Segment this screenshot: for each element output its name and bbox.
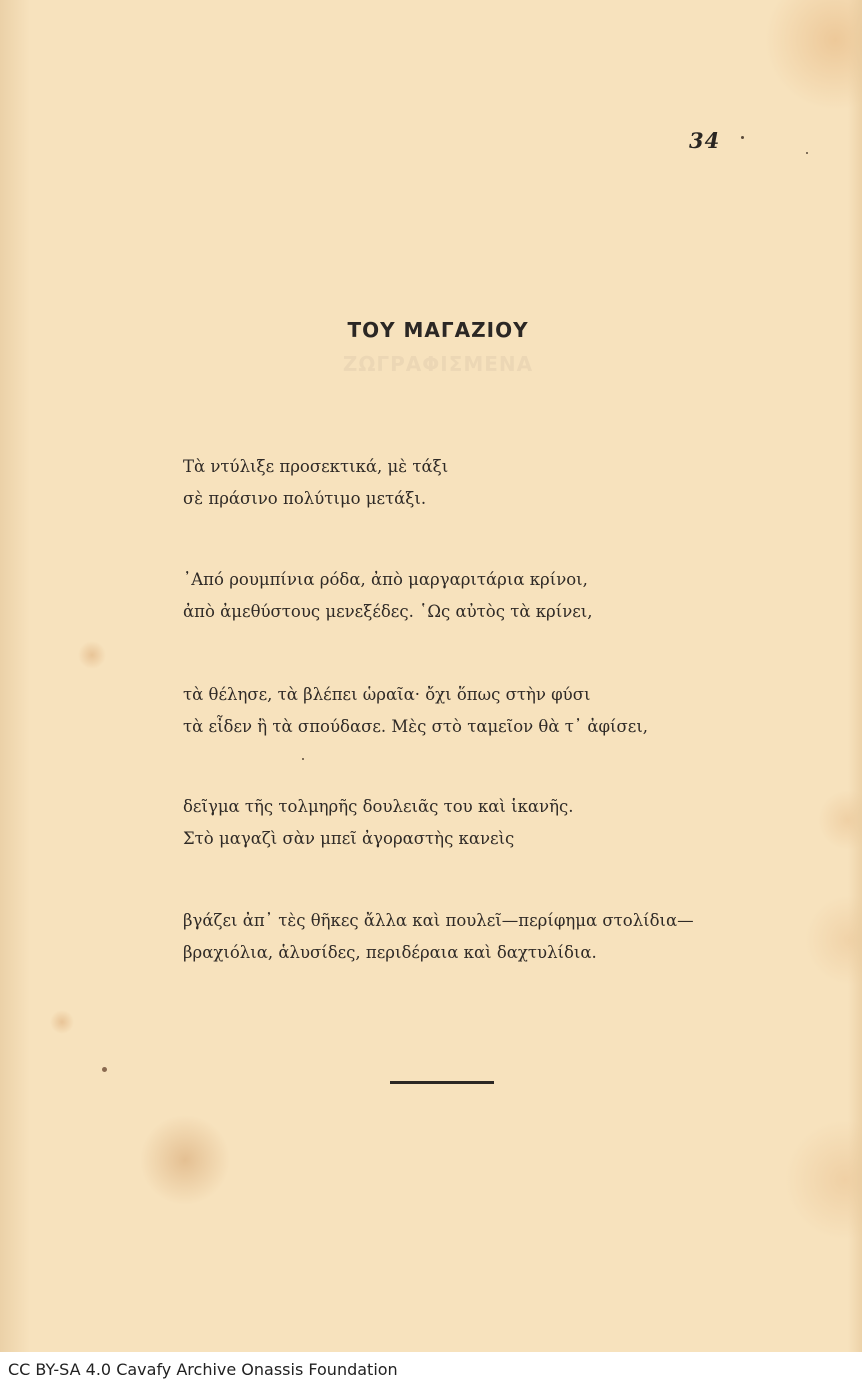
poem-title: ΤΟΥ ΜΑΓΑΖΙΟΥ — [347, 318, 529, 342]
poem-line: δεῖγμα τῆς τολμηρῆς δουλειᾶς του καὶ ἱκανῆς. — [183, 797, 574, 816]
poem-line: τὰ εἶδεν ἢ τὰ σπούδασε. Μὲς στὸ ταμεῖον θὰ τ᾿ ἀφίσει, — [183, 717, 649, 736]
stanza-1 — [183, 451, 448, 515]
ink-speck — [806, 152, 808, 154]
end-rule — [390, 1081, 494, 1084]
ink-speck — [102, 1067, 107, 1072]
poem-line: σὲ πράσινο πολύτιμο μετάξι. — [183, 489, 427, 508]
stanza-4 — [183, 791, 573, 855]
bleed-through-title: ΖΩΓΡΑΦΙΣΜΕΝΑ — [342, 352, 534, 376]
page-edge-shadow — [848, 0, 862, 1352]
license-credit: CC BY-SA 4.0 Cavafy Archive Onassis Foundation — [8, 1360, 398, 1379]
poem-line: βγάζει ἀπ᾿ τὲς θῆκες ἄλλα καὶ πουλεῖ—περίφημα στολίδια— — [183, 911, 694, 930]
stanza-2 — [183, 564, 593, 628]
stanza-5 — [183, 905, 694, 969]
credit-bar — [0, 1352, 862, 1390]
poem-line: Τὰ ντύλιξε προσεκτικά, μὲ τάξι — [183, 457, 449, 476]
ink-speck — [741, 136, 744, 139]
poem-line: βραχιόλια, ἁλυσίδες, περιδέραια καὶ δαχτυλίδια. — [183, 943, 597, 962]
page-number: 34 — [689, 128, 721, 153]
poem-line: ἀπὸ ἀμεθύστους μενεξέδες. ῾Ως αὐτὸς τὰ κρίνει, — [183, 602, 593, 621]
poem-line: Στὸ μαγαζὶ σὰν μπεῖ ἀγοραστὴς κανεὶς — [183, 829, 515, 848]
ink-speck — [302, 758, 304, 760]
poem-line: ᾿Από ρουμπίνια ρόδα, ἀπὸ μαργαριτάρια κρίνοι, — [183, 570, 588, 589]
stanza-3 — [183, 679, 648, 743]
poem-line: τὰ θέλησε, τὰ βλέπει ὡραῖα· ὄχι ὅπως στὴν φύσι — [183, 685, 591, 704]
